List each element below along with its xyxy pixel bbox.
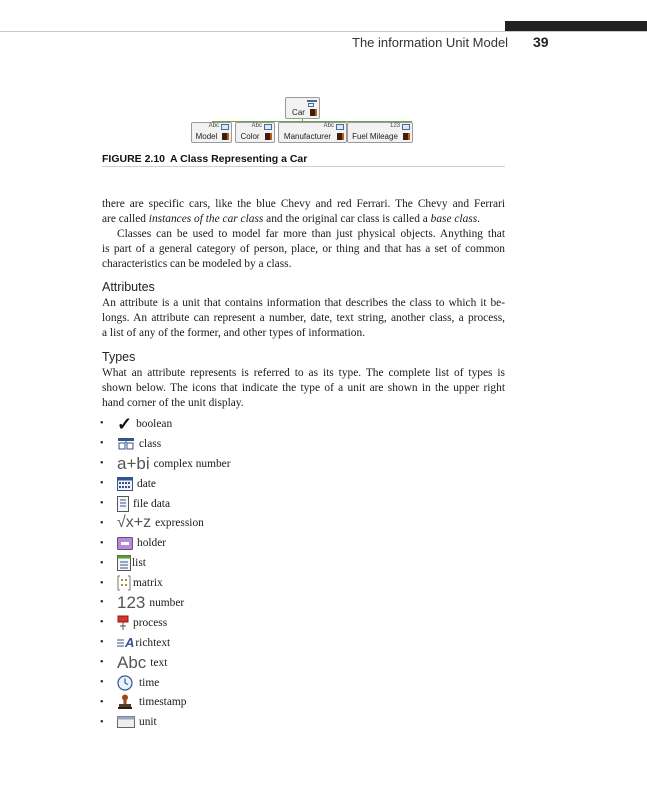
unit-handle-icon bbox=[222, 133, 229, 140]
number-icon: 123 bbox=[117, 592, 146, 612]
attribute-unit-fuel-mileage bbox=[347, 122, 413, 143]
unit-name: Color bbox=[240, 132, 260, 141]
text-line: An attribute is a unit that contains information that describes the class to which it be- bbox=[102, 297, 505, 309]
text-line: Classes can be used to model far more than just physical objects. Anything that bbox=[117, 228, 505, 240]
unit-name: Car bbox=[292, 108, 305, 117]
list-item bbox=[100, 434, 231, 454]
clock-icon bbox=[117, 675, 133, 691]
list-item bbox=[100, 513, 231, 533]
caption-rule bbox=[102, 166, 505, 167]
unit-name: Model bbox=[195, 132, 218, 141]
bullet: • bbox=[100, 677, 104, 689]
bullet: • bbox=[100, 438, 104, 450]
richtext-glyph: A bbox=[125, 635, 135, 651]
unit-handle-icon bbox=[403, 133, 410, 140]
paragraph-types bbox=[102, 366, 505, 412]
unit-icon bbox=[117, 716, 135, 728]
bullet: • bbox=[100, 458, 104, 470]
unit-name: Fuel Mileage bbox=[352, 132, 398, 141]
text-type-icon bbox=[264, 124, 272, 130]
unit-type-tag: Abc bbox=[323, 123, 334, 129]
bullet: • bbox=[100, 498, 104, 509]
type-label: list bbox=[132, 557, 146, 570]
type-label: timestamp bbox=[139, 696, 187, 709]
emphasis: base class bbox=[430, 213, 478, 226]
bullet: • bbox=[100, 418, 104, 430]
text-line: are called instances of the car class and the original car class is called a base class. bbox=[102, 213, 481, 226]
class-icon bbox=[307, 100, 317, 106]
attribute-unit-manufacturer bbox=[278, 122, 347, 143]
type-label: boolean bbox=[136, 417, 173, 430]
bullet: • bbox=[100, 577, 104, 589]
bullet: • bbox=[100, 716, 104, 728]
unit-type-tag: Abc bbox=[251, 123, 262, 129]
list-item bbox=[100, 533, 231, 553]
list-item bbox=[100, 593, 231, 613]
list-item bbox=[100, 653, 231, 673]
page-number: 39 bbox=[533, 34, 549, 50]
header-rule bbox=[0, 31, 647, 32]
list-item bbox=[100, 553, 231, 573]
process-icon bbox=[117, 615, 129, 631]
type-label: file data bbox=[133, 497, 170, 510]
type-label: unit bbox=[139, 716, 157, 729]
text-line: is part of a general category of person, place, or thing and that has a set of common bbox=[102, 243, 505, 256]
list-item bbox=[100, 613, 231, 633]
number-type-icon bbox=[402, 124, 410, 130]
type-label: holder bbox=[137, 537, 167, 550]
list-item bbox=[100, 454, 231, 474]
unit-handle-icon bbox=[337, 133, 344, 140]
text-line: What an attribute represents is referred to as its type. The complete list of types is bbox=[102, 367, 505, 379]
text-icon: Abc bbox=[117, 652, 147, 672]
expression-icon: √x+z bbox=[117, 514, 152, 532]
bullet: • bbox=[100, 617, 104, 629]
unit-type-tag: 123 bbox=[389, 123, 400, 129]
type-label: richtext bbox=[135, 636, 171, 649]
list-item bbox=[100, 633, 231, 653]
paragraph-classes bbox=[102, 227, 505, 273]
type-label: number bbox=[149, 596, 185, 609]
bullet: • bbox=[100, 557, 104, 569]
bullet: • bbox=[100, 657, 104, 669]
emphasis: instances of the car class bbox=[148, 213, 264, 226]
types-list bbox=[100, 414, 231, 732]
calendar-icon bbox=[117, 477, 133, 491]
class-icon bbox=[117, 437, 135, 451]
complex-number-icon: a+bi bbox=[117, 453, 150, 473]
attribute-unit-model bbox=[191, 122, 232, 143]
unit-handle-icon bbox=[265, 133, 272, 140]
figure-label: FIGURE 2.10 bbox=[102, 153, 166, 165]
type-label: process bbox=[133, 616, 168, 629]
type-label: date bbox=[137, 477, 156, 490]
text-line: shown below. The icons that indicate the type of a unit are shown in the upper right bbox=[102, 382, 505, 395]
list-item bbox=[100, 414, 231, 434]
list-item bbox=[100, 474, 231, 494]
type-label: class bbox=[139, 437, 162, 450]
text-line: characteristics can be modeled by a class. bbox=[102, 258, 292, 271]
figure-caption bbox=[102, 153, 307, 165]
paragraph-instances bbox=[102, 197, 505, 227]
list-item bbox=[100, 573, 231, 593]
list-item bbox=[100, 692, 231, 712]
stamp-icon bbox=[117, 694, 133, 710]
list-item bbox=[100, 494, 231, 514]
section-heading-attributes: Attributes bbox=[102, 280, 155, 294]
list-icon bbox=[117, 555, 131, 571]
bullet: • bbox=[100, 517, 104, 529]
bullet: • bbox=[100, 478, 104, 490]
text-line: there are specific cars, like the blue Chevy and red Ferrari. The Chevy and Ferrari bbox=[102, 198, 505, 210]
bullet: • bbox=[100, 637, 104, 649]
file-icon bbox=[117, 496, 129, 512]
text-type-icon bbox=[336, 124, 344, 130]
list-item bbox=[100, 712, 231, 732]
holder-icon bbox=[117, 537, 133, 550]
unit-handle-icon bbox=[310, 109, 317, 116]
text-type-icon bbox=[221, 124, 229, 130]
bullet: • bbox=[100, 597, 104, 609]
text-line: hand corner of the unit display. bbox=[102, 397, 244, 410]
checkmark-icon: ✓ bbox=[117, 413, 133, 434]
bullet: • bbox=[100, 696, 104, 708]
type-label: expression bbox=[155, 517, 204, 530]
type-label: text bbox=[150, 656, 168, 669]
type-label: time bbox=[139, 676, 160, 689]
running-head: The information Unit Model bbox=[352, 35, 509, 50]
section-heading-types: Types bbox=[102, 350, 136, 364]
bullet: • bbox=[100, 537, 104, 549]
text-line: longs. An attribute can represent a number, date, text string, another class, a process, bbox=[102, 312, 505, 325]
attribute-unit-color bbox=[235, 122, 275, 143]
list-item bbox=[100, 673, 231, 693]
unit-name: Manufacturer bbox=[283, 132, 332, 141]
car-class-unit bbox=[285, 97, 320, 119]
matrix-icon bbox=[117, 575, 131, 591]
unit-type-tag: Abc bbox=[208, 123, 219, 129]
text-line: a list of any of the former, and other types of information. bbox=[102, 327, 366, 340]
richtext-icon bbox=[117, 635, 134, 650]
type-label: matrix bbox=[133, 577, 163, 590]
type-label: complex number bbox=[153, 457, 231, 470]
figure-title: A Class Representing a Car bbox=[170, 153, 308, 165]
paragraph-attributes bbox=[102, 296, 505, 342]
